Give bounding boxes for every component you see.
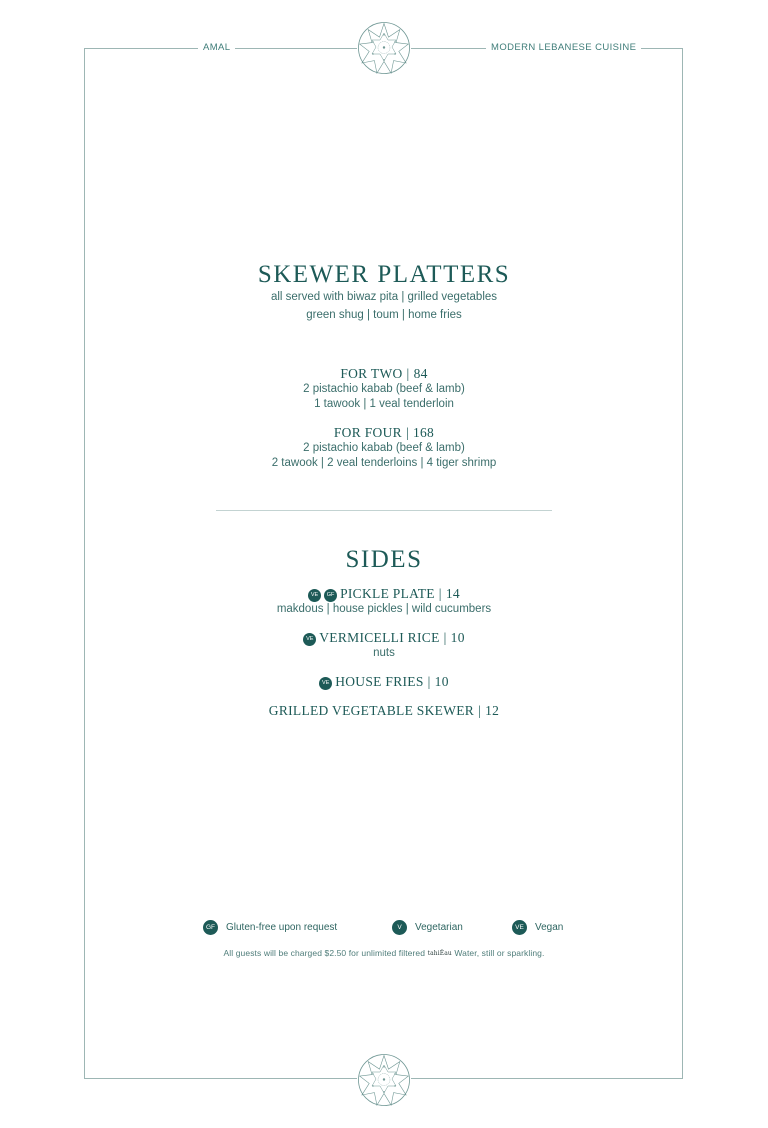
legend-vegetarian: [392, 919, 463, 935]
legend-label: Vegan: [535, 921, 564, 933]
item-description: 2 pistachio kabab (beef & lamb): [303, 442, 465, 454]
item-description: 2 tawook | 2 veal tenderloins | 4 tiger shrimp: [271, 457, 497, 469]
vegan-badge-icon: VE: [308, 589, 321, 602]
cuisine-label: MODERN LEBANESE CUISINE: [486, 42, 641, 54]
skewer-platters-title: SKEWER PLATTERS: [257, 261, 511, 288]
item-name: GRILLED VEGETABLE SKEWER: [268, 703, 475, 718]
item-price: 12: [485, 703, 500, 718]
menu-item-house-fries: VE HOUSE FRIES | 10: [0, 674, 768, 690]
item-price: 10: [434, 674, 449, 689]
menu-item-pickle-plate: VE GF PICKLE PLATE | 14: [0, 586, 768, 602]
item-description: 2 pistachio kabab (beef & lamb): [303, 383, 465, 395]
item-name: PICKLE PLATE: [340, 586, 435, 601]
legend-gluten-free: [203, 919, 337, 935]
footnote-text: Water, still or sparkling.: [454, 948, 545, 958]
menu-item-for-two: FOR TWO | 84: [340, 366, 428, 381]
legend-label: Gluten-free upon request: [226, 921, 338, 933]
skewer-platters-subtitle: green shug | toum | home fries: [306, 309, 462, 321]
item-price: 10: [450, 630, 465, 645]
item-description: 1 tawook | 1 veal tenderloin: [314, 398, 454, 410]
star-medallion-icon: [357, 21, 411, 75]
footnote-text: All guests will be charged $2.50 for unlimited filtered: [223, 948, 426, 958]
vegetarian-badge-icon: V: [392, 920, 407, 935]
section-divider: [216, 510, 552, 511]
vegan-badge-icon: VE: [303, 633, 316, 646]
vegan-badge-icon: VE: [512, 920, 527, 935]
item-price: 168: [412, 425, 435, 440]
item-description: nuts: [373, 647, 395, 659]
gluten-free-badge-icon: GF: [203, 920, 218, 935]
menu-item-vermicelli-rice: VE VERMICELLI RICE | 10: [0, 630, 768, 646]
vegan-badge-icon: VE: [319, 677, 332, 690]
item-price: 84: [413, 366, 428, 381]
item-price: 14: [445, 586, 460, 601]
legend-vegan: [512, 919, 563, 935]
legend-label: Vegetarian: [415, 921, 463, 933]
item-name: HOUSE FRIES: [335, 674, 424, 689]
restaurant-name: AMAL: [198, 42, 235, 54]
skewer-platters-subtitle: all served with biwaz pita | grilled vegetables: [270, 291, 498, 303]
item-name: VERMICELLI RICE: [319, 630, 440, 645]
menu-item-for-four: FOR FOUR | 168: [333, 425, 435, 440]
sides-title: SIDES: [345, 546, 423, 573]
water-brand-logo: tahiÊau: [427, 950, 452, 957]
item-description: makdous | house pickles | wild cucumbers: [276, 603, 492, 615]
gluten-free-badge-icon: GF: [324, 589, 337, 602]
menu-item-grilled-vegetable-skewer: GRILLED VEGETABLE SKEWER | 12: [268, 703, 500, 718]
water-charge-note: [0, 948, 768, 958]
item-name: FOR FOUR: [333, 425, 402, 440]
star-medallion-icon: [357, 1053, 411, 1107]
item-name: FOR TWO: [340, 366, 403, 381]
